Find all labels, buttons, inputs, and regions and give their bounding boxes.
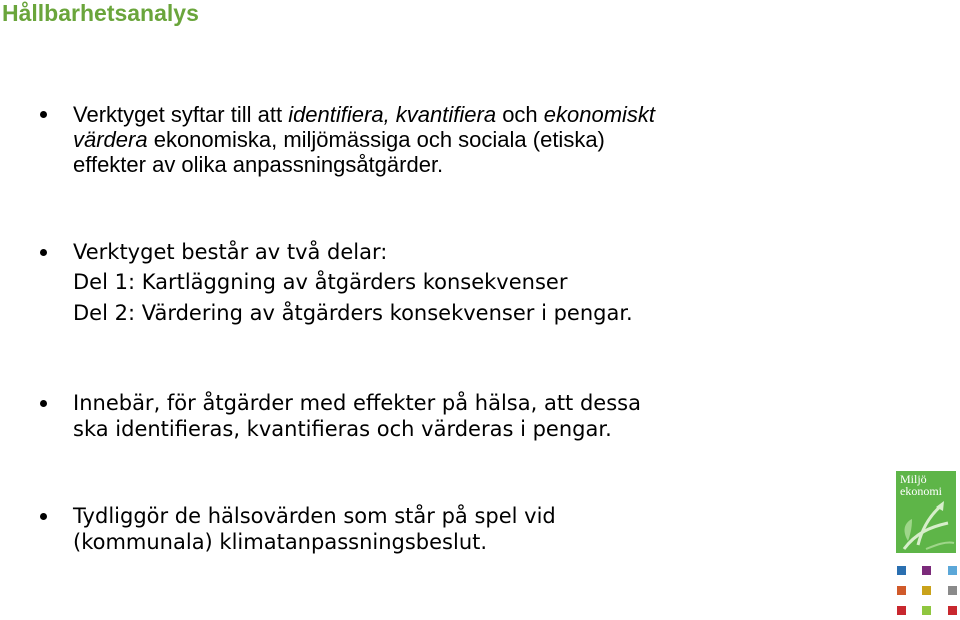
bullet-parts bbox=[40, 239, 680, 326]
part-1: Del 1: Kartläggning av åtgärders konsekvenser bbox=[73, 270, 568, 294]
parts-intro: Verktyget består av två delar: bbox=[73, 240, 388, 264]
bullet-dot bbox=[40, 249, 47, 256]
part-2: Del 2: Värdering av åtgärders konsekvenser i pengar. bbox=[73, 301, 633, 325]
logo-color-square bbox=[922, 586, 931, 595]
miljoekonomi-logo bbox=[896, 471, 956, 553]
bullet-clarify bbox=[40, 503, 680, 555]
bullet-dot bbox=[40, 513, 47, 520]
logo-color-square bbox=[897, 586, 906, 595]
bullet-text: Verktyget syftar till att identifiera, kvantifiera och ekonomiskt värdera ekonomiska, miljömässiga och sociala (etiska) effekter av olika anpassningsåtgärder. bbox=[73, 102, 656, 177]
bullet-dot bbox=[40, 111, 47, 118]
bullet-dot bbox=[40, 400, 47, 407]
slide-title: Hållbarhetsanalys bbox=[2, 0, 199, 26]
logo-color-square bbox=[897, 606, 906, 615]
bullet-text bbox=[73, 239, 680, 326]
logo-color-square bbox=[897, 566, 906, 575]
bullet-text: Innebär, för åtgärder med effekter på hälsa, att dessa ska identifieras, kvantifieras och värderas i pengar. bbox=[73, 391, 641, 441]
logo-color-square bbox=[948, 586, 957, 595]
bullet-health bbox=[40, 390, 680, 442]
logo-color-square bbox=[948, 606, 957, 615]
logo-text: Miljö ekonomi bbox=[900, 472, 942, 498]
logo-color-square bbox=[948, 566, 957, 575]
logo-color-square bbox=[922, 566, 931, 575]
logo-color-square bbox=[922, 606, 931, 615]
bullet-purpose bbox=[40, 102, 680, 177]
bullet-text: Tydliggör de hälsovärden som står på spel vid (kommunala) klimatanpassningsbeslut. bbox=[73, 504, 556, 554]
